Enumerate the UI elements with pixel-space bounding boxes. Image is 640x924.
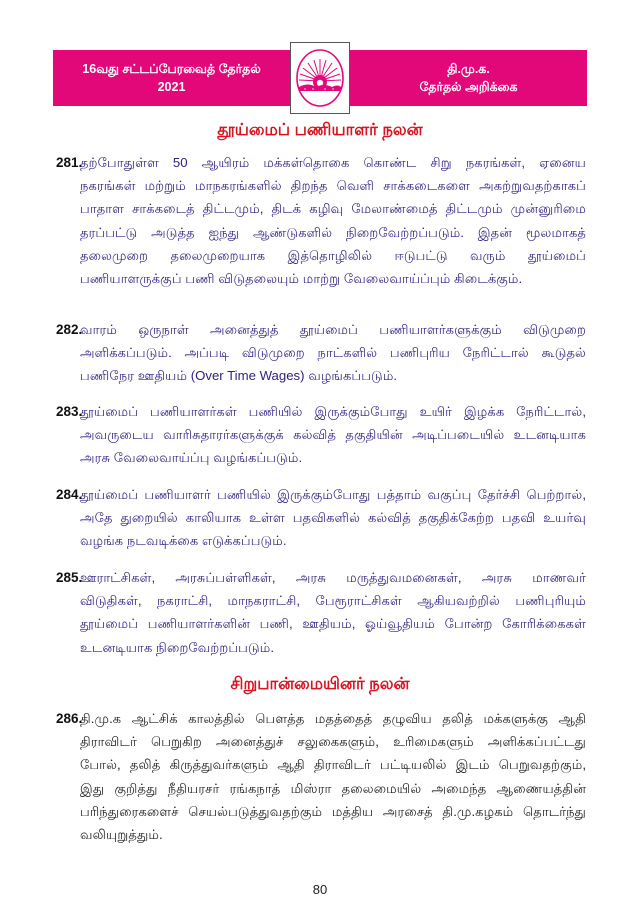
paragraph-line: தூய்மைப் பணியாளர் பணியில் இருக்கும்போது பத்தாம் வகுப்பு தேர்ச்சி பெற்றால்,	[80, 487, 586, 502]
paragraph-line: தூய்மைப் பணியாளர்களின் பணி, ஊதியம், ஓய்வூதியம் போன்ற கோரிக்கைகள்	[80, 616, 586, 632]
paragraph-number: 281.	[56, 155, 83, 170]
paragraph-285	[56, 566, 586, 659]
paragraph-line: பணிநேர ஊதியம் (Over Time Wages) வழங்கப்படும்.	[80, 368, 398, 384]
party-logo	[290, 42, 350, 114]
paragraph-line: பரிந்துரைகளைச் செயல்படுத்துவதற்கும் மத்திய அரசைத் தி.மு.கழகம் தொடர்ந்து	[80, 803, 586, 819]
paragraph-284	[56, 483, 586, 553]
party-name: தி.மு.க.	[447, 62, 490, 76]
paragraph-286	[56, 707, 586, 846]
paragraph-line: உடனடியாக நிறைவேற்றப்படும்.	[80, 639, 275, 655]
page-number: 80	[312, 882, 328, 897]
election-year: 2021	[157, 80, 186, 94]
paragraph-line: அரசு வேலைவாய்ப்பு வழங்கப்படும்.	[80, 450, 303, 466]
manifesto-label: தேர்தல் அறிக்கை	[419, 80, 518, 94]
paragraph-line: பாதாள சாக்கடைத் திட்டமும், திடக் கழிவு மேலாண்மைத் திட்டமும் முன்னுரிமை	[80, 201, 586, 217]
paragraph-line: திராவிடர் பெறுகிற அனைத்துச் சலுகைகளும், உரிமைகளும் அளிக்கப்பட்டது	[80, 734, 586, 750]
paragraph-line: விடுதிகள், நகராட்சி, மாநகராட்சி, பேரூராட்சிகள் ஆகியவற்றில் பணிபுரியும்	[80, 593, 586, 609]
header-right-block	[350, 50, 587, 106]
paragraph-number: 282.	[56, 322, 83, 337]
paragraph-line: அவருடைய வாரிசுதாரர்களுக்குக் கல்வித் தகுதியின் அடிப்படையில் உடனடியாக	[80, 427, 586, 443]
section-title-sanitation-workers: தூய்மைப் பணியாளர் நலன்	[217, 121, 423, 139]
assembly-election-title: 16வது சட்டப்பேரவைத் தேர்தல்	[82, 62, 261, 76]
paragraph-number: 283.	[56, 404, 83, 419]
paragraph-line: இது குறித்து நீதியரசர் ரங்கநாத் மிஸ்ரா தலைமையில் அமைந்த ஆணையத்தின்	[80, 780, 586, 796]
paragraph-number: 286.	[56, 711, 83, 726]
paragraph-line: தி.மு.க ஆட்சிக் காலத்தில் பௌத்த மதத்தைத் தழுவிய தலித் மக்களுக்கு ஆதி	[80, 711, 586, 726]
paragraph-line: தூய்மைப் பணியாளர்கள் பணியில் இருக்கும்போது உயிர் இழக்க நேரிட்டால்,	[80, 404, 586, 419]
rising-sun-icon	[294, 47, 346, 109]
paragraph-line: வலியுறுத்தும்.	[80, 827, 163, 843]
paragraph-281	[56, 151, 586, 290]
paragraph-line: போல், தலித் கிருத்துவர்களும் ஆதி திராவிடர் பட்டியலில் இடம் பெறுவதற்கும்,	[80, 757, 586, 773]
paragraph-number: 285.	[56, 570, 83, 585]
paragraph-line: தலைமுறை தலைமுறையாக இத்தொழிலில் ஈடுபட்டு வரும் தூய்மைப்	[80, 247, 586, 263]
paragraph-283	[56, 400, 586, 470]
paragraph-282	[56, 318, 586, 388]
paragraph-line: ஊராட்சிகள், அரசுப்பள்ளிகள், அரசு மருத்துவமனைகள், அரசு மாணவர்	[80, 570, 586, 585]
paragraph-line: அளிக்கப்படும். அப்படி விடுமுறை நாட்களில் பணிபுரிய நேரிட்டால் கூடுதல்	[80, 345, 586, 361]
paragraph-line: வாரம் ஒருநாள் அனைத்துத் தூய்மைப் பணியாளர்களுக்கும் விடுமுறை	[80, 322, 586, 337]
paragraph-line: நகரங்கள் மற்றும் மாநகரங்களில் திறந்த வெளி சாக்கடைகளை அகற்றுவதற்காகப்	[80, 178, 586, 194]
paragraph-line: அதே துறையில் காலியாக உள்ள பதவிகளில் கல்வித் தகுதிக்கேற்ற பதவி உயர்வு	[80, 510, 586, 526]
paragraph-line: வழங்க நடவடிக்கை எடுக்கப்படும்.	[80, 533, 287, 549]
paragraph-line: பணியாளருக்குப் பணி விடுதலையும் மாற்று வேலைவாய்ப்பும் கிடைக்கும்.	[80, 271, 523, 287]
paragraph-line: தரப்பட்டு அடுத்த ஐந்து ஆண்டுகளில் நிறைவேற்றப்படும். இதன் மூலமாகத்	[80, 224, 586, 240]
paragraph-line: தற்போதுள்ள 50 ஆயிரம் மக்கள்தொகை கொண்ட சிறு நகரங்கள், ஏனைய	[80, 155, 586, 170]
paragraph-number: 284.	[56, 487, 83, 502]
section-title-minority-welfare: சிறுபான்மையினர் நலன்	[230, 675, 410, 693]
header-left-block	[53, 50, 290, 106]
